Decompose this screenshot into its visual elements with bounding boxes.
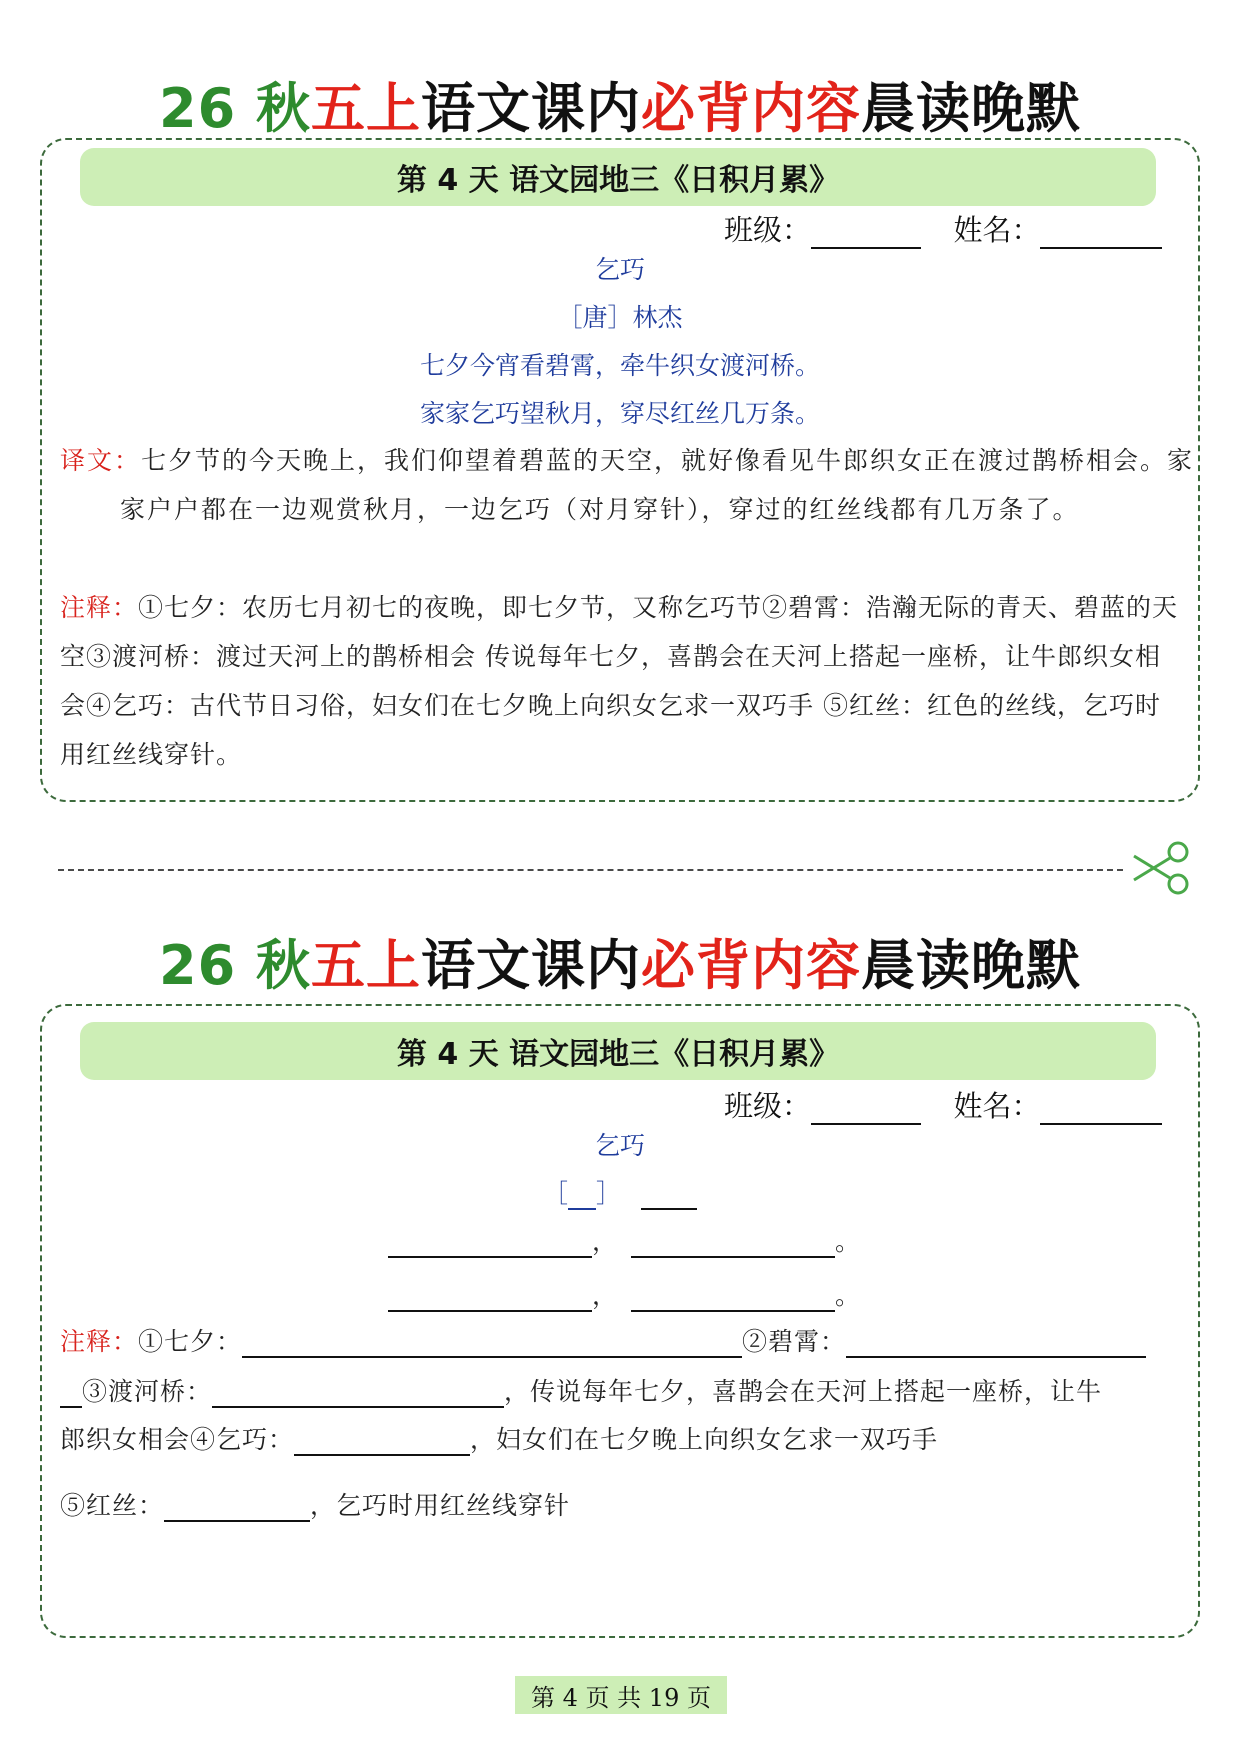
poem-blank[interactable] <box>388 1256 592 1258</box>
name-label: 姓名： <box>953 1089 1041 1123</box>
note-1-label: ①七夕： <box>138 1327 243 1356</box>
title-part-2: 五上 <box>310 934 421 997</box>
poem-line-2: 家家乞巧望秋月，穿尽红丝几万条。 <box>419 399 820 428</box>
note-1-blank[interactable] <box>242 1356 742 1358</box>
comma: ， <box>592 1227 618 1256</box>
poem-line-1: 七夕今宵看碧霄，牵牛织女渡河桥。 <box>419 351 820 380</box>
section-bar: 第 4 天 语文园地三《日积月累》 <box>80 148 1156 206</box>
exercise-notes-line-2 <box>60 1372 1102 1408</box>
poem-title: 乞巧 <box>594 255 645 284</box>
note-2-blank-cont[interactable] <box>60 1406 82 1408</box>
note-2-label: ②碧霄： <box>742 1327 847 1356</box>
class-blank[interactable] <box>811 247 921 249</box>
title-part-5: 晨读晚默 <box>860 77 1081 140</box>
page-title <box>0 66 1240 143</box>
comma: ， <box>592 1281 618 1310</box>
title-part-3: 语文课内 <box>420 77 641 140</box>
author-blank[interactable] <box>641 1208 697 1210</box>
class-name-row-2 <box>724 1084 1162 1125</box>
note-5-tail: ，乞巧时用红丝线穿针 <box>310 1491 571 1520</box>
note-3-cont: 郎织女相会 <box>60 1425 191 1454</box>
period: 。 <box>834 1227 860 1256</box>
notes-label: 注释： <box>60 593 139 622</box>
note-4-label: ④乞巧： <box>190 1425 295 1454</box>
class-label: 班级： <box>724 213 812 247</box>
exercise-notes-line-3 <box>60 1420 938 1456</box>
poem-blank[interactable] <box>388 1310 592 1312</box>
class-blank[interactable] <box>811 1123 921 1125</box>
exercise-author-row <box>0 1174 1240 1210</box>
poem-blank[interactable] <box>631 1310 835 1312</box>
title-part-4: 必背内容 <box>640 77 861 140</box>
class-label: 班级： <box>724 1089 812 1123</box>
exercise-notes-line-4 <box>60 1486 570 1522</box>
exercise-notes-line-1 <box>60 1322 1146 1358</box>
notes-paragraph <box>60 583 1180 779</box>
class-name-row <box>724 208 1162 249</box>
note-3-label: ③渡河桥： <box>82 1377 213 1406</box>
notes-text: ①七夕：农历七月初七的夜晚，即七夕节，又称乞巧节②碧霄：浩瀚无际的青天、碧蓝的天空③渡河桥：渡过天河上的鹊桥相会 传说每年七夕，喜鹊会在天河上搭起一座桥，让牛郎织女相会④乞巧：古代节日习俗，妇女们在七夕晚上向织女乞求一双巧手 ⑤红丝：红色的丝线，乞巧时用红丝线穿针。 <box>60 593 1179 769</box>
translation-paragraph <box>60 436 1220 534</box>
note-3-tail: ，传说每年七夕，喜鹊会在天河上搭起一座桥，让牛 <box>504 1377 1103 1406</box>
note-2-blank[interactable] <box>846 1356 1146 1358</box>
note-3-blank[interactable] <box>212 1406 504 1408</box>
translation-label: 译文： <box>60 446 142 475</box>
page-footer: 第 4 页 共 19 页 <box>515 1676 727 1714</box>
notes-label: 注释： <box>60 1327 139 1356</box>
translation-text: 七夕节的今天晚上，我们仰望着碧蓝的天空，就好像看见牛郎织女正在渡过鹊桥相会。家家户户都在一边观赏秋月，一边乞巧（对月穿针），穿过的红丝线都有几万条了。 <box>120 446 1195 524</box>
period: 。 <box>834 1281 860 1310</box>
dynasty-close: ］ <box>596 1179 622 1208</box>
dynasty-blank[interactable] <box>568 1208 596 1210</box>
note-4-tail: ，妇女们在七夕晚上向织女乞求一双巧手 <box>470 1425 939 1454</box>
title-part-3: 语文课内 <box>420 934 641 997</box>
exercise-poem-line-1 <box>388 1222 860 1258</box>
poem-blank[interactable] <box>631 1256 835 1258</box>
note-5-label: ⑤红丝： <box>60 1491 165 1520</box>
exercise-poem-title: 乞巧 <box>594 1131 645 1160</box>
exercise-poem-line-2 <box>388 1276 860 1312</box>
dynasty-open: ［ <box>543 1179 569 1208</box>
title-part-1: 26 秋 <box>159 934 311 997</box>
note-4-blank[interactable] <box>294 1454 470 1456</box>
title-part-1: 26 秋 <box>159 77 311 140</box>
title-part-5: 晨读晚默 <box>860 934 1081 997</box>
title-part-2: 五上 <box>310 77 421 140</box>
name-blank[interactable] <box>1040 1123 1162 1125</box>
section-bar-2: 第 4 天 语文园地三《日积月累》 <box>80 1022 1156 1080</box>
name-label: 姓名： <box>953 213 1041 247</box>
page-title-2 <box>0 923 1240 1000</box>
title-part-4: 必背内容 <box>640 934 861 997</box>
name-blank[interactable] <box>1040 247 1162 249</box>
poem-author: ［唐］林杰 <box>557 303 683 332</box>
scissors-icon <box>1128 836 1192 900</box>
cut-line <box>58 869 1123 871</box>
note-5-blank[interactable] <box>164 1520 310 1522</box>
